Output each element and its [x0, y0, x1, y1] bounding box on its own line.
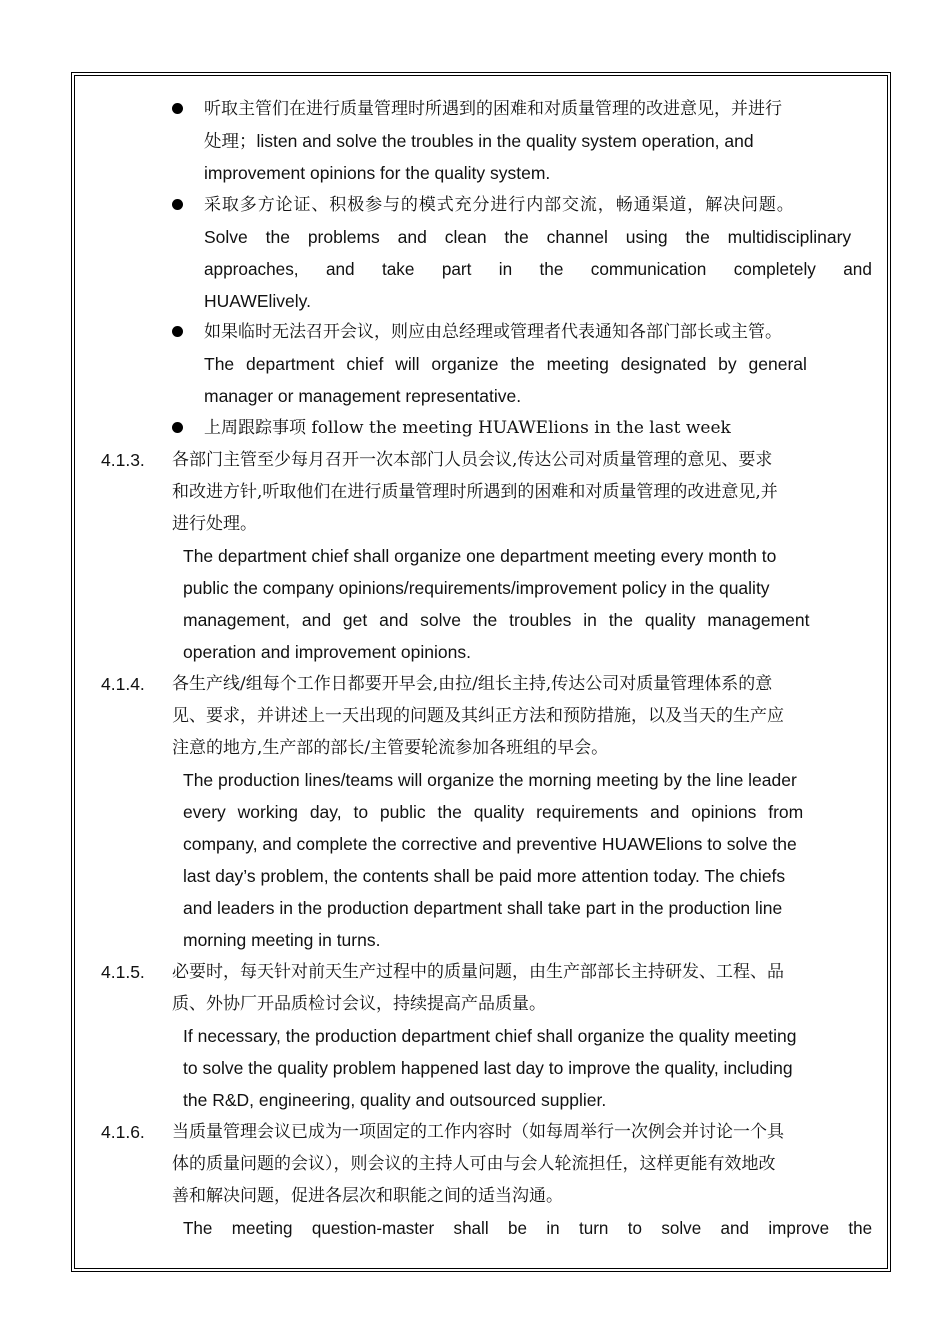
section-413-zh-3: 进行处理。 [172, 514, 257, 534]
section-413-en-1: The department chief shall organize one department meeting every month to [183, 546, 777, 566]
bullet-2-line-4: HUAWElively. [204, 291, 311, 311]
section-414-en-2: every working day, to public the quality requirements and opinions from [183, 802, 804, 822]
bullet-1-line-1: 听取主管们在进行质量管理时所遇到的困难和对质量管理的改进意见，并进行 [204, 99, 782, 119]
bullet-4-line-1: 上周跟踪事项 follow the meeting HUAWElions in the last week [204, 418, 731, 438]
section-415-en-3: the R&D, engineering, quality and outsourced supplier. [183, 1090, 607, 1110]
section-416-en-1: The meeting question-master shall be in turn to solve and improve the [183, 1218, 873, 1238]
section-415-zh-2: 质、外协厂开品质检讨会议，持续提高产品质量。 [172, 994, 546, 1014]
section-413-en-2: public the company opinions/requirements/improvement policy in the quality [183, 578, 770, 598]
section-414-en-5: and leaders in the production department shall take part in the production line [183, 898, 783, 918]
section-413-en-4: operation and improvement opinions. [183, 642, 471, 662]
section-number: 4.1.6. [101, 1122, 145, 1142]
bullet-3-line-3: manager or management representative. [204, 386, 522, 406]
section-number: 4.1.4. [101, 674, 145, 694]
bullet-dot [172, 199, 183, 210]
section-414-en-3: company, and complete the corrective and preventive HUAWElions to solve the [183, 834, 797, 854]
bullet-2-line-2: Solve the problems and clean the channel using the multidisciplinary [204, 227, 852, 247]
bullet-3-line-2: The department chief will organize the meeting designated by general [204, 354, 807, 374]
section-414-zh-1: 各生产线/组每个工作日都要开早会,由拉/组长主持,传达公司对质量管理体系的意 [172, 674, 773, 694]
bullet-1-line-3: improvement opinions for the quality system. [204, 163, 551, 183]
section-413-zh-2: 和改进方针,听取他们在进行质量管理时所遇到的困难和对质量管理的改进意见,并 [172, 482, 778, 502]
section-414-en-1: The production lines/teams will organize the morning meeting by the line leader [183, 770, 797, 790]
bullet-dot [172, 326, 183, 337]
bullet-1-line-2: 处理；listen and solve the troubles in the quality system operation, and [204, 131, 754, 151]
section-414-en-4: last day’s problem, the contents shall be paid more attention today. The chiefs [183, 866, 786, 886]
bullet-3-line-1: 如果临时无法召开会议，则应由总经理或管理者代表通知各部门部长或主管。 [204, 322, 782, 342]
bullet-2-line-3: approaches, and take part in the communication completely and [204, 259, 872, 279]
section-416-zh-3: 善和解决问题，促进各层次和职能之间的适当沟通。 [172, 1186, 563, 1206]
section-416-zh-2: 体的质量问题的会议），则会议的主持人可由与会人轮流担任，这样更能有效地改 [172, 1154, 776, 1174]
section-415-zh-1: 必要时，每天针对前天生产过程中的质量问题，由生产部部长主持研发、工程、品 [172, 962, 784, 982]
section-414-en-6: morning meeting in turns. [183, 930, 381, 950]
section-413-zh-1: 各部门主管至少每月召开一次本部门人员会议,传达公司对质量管理的意见、要求 [172, 450, 773, 470]
section-415-en-2: to solve the quality problem happened last day to improve the quality, including [183, 1058, 793, 1078]
bullet-2-line-1: 采取多方论证、积极参与的模式充分进行内部交流，畅通渠道，解决问题。 [204, 195, 795, 215]
section-413-en-3: management, and get and solve the troubles in the quality management [183, 610, 810, 630]
section-414-zh-2: 见、要求，并讲述上一天出现的问题及其纠正方法和预防措施，以及当天的生产应 [172, 706, 784, 726]
section-416-zh-1: 当质量管理会议已成为一项固定的工作内容时（如每周举行一次例会并讨论一个具 [172, 1122, 784, 1142]
bullet-dot [172, 103, 183, 114]
section-number: 4.1.3. [101, 450, 145, 470]
bullet-dot [172, 422, 183, 433]
section-415-en-1: If necessary, the production department chief shall organize the quality meeting [183, 1026, 797, 1046]
section-number: 4.1.5. [101, 962, 145, 982]
section-414-zh-3: 注意的地方,生产部的部长/主管要轮流参加各班组的早会。 [172, 738, 609, 758]
